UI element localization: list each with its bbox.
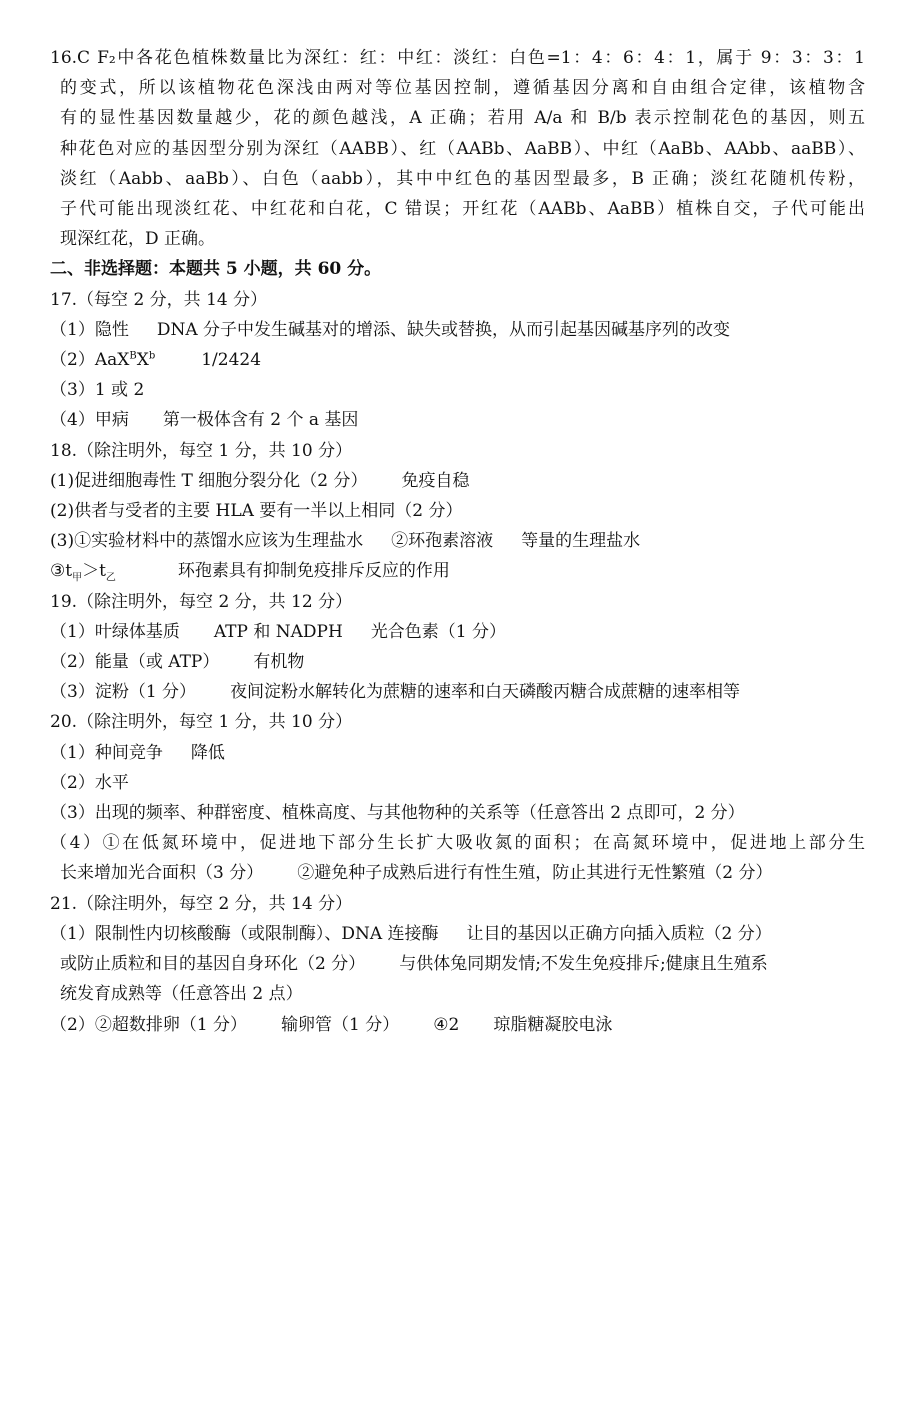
comparison-mid: ＞t (82, 561, 106, 582)
answer-text: 有机物 (253, 652, 305, 673)
answer-text: 甲病 (94, 410, 129, 431)
comparison-sub: 甲 (72, 572, 83, 584)
comparison-pre: ③t (50, 561, 73, 582)
answer-text: 限制性内切核酸酶（或限制酶）、DNA 连接酶 (94, 923, 439, 944)
answer-text: 隐性 (94, 319, 129, 340)
q18-answer-1 (50, 466, 865, 496)
q19-answer-2 (50, 647, 865, 677)
q17-header: 17.（每空 2 分，共 14 分） (50, 289, 268, 310)
answer-number: （4） (50, 833, 103, 854)
answer-text: 叶绿体基质 (94, 621, 180, 642)
answer-text: 输卵管（1 分） (281, 1014, 400, 1035)
q21-answer-2 (50, 1010, 865, 1040)
q21-answer-1 (50, 919, 865, 949)
q17-block (50, 285, 865, 436)
answer-number: （2） (50, 350, 95, 371)
answer-text: 长来增加光合面积（3 分） (60, 863, 264, 884)
genotype-text (95, 350, 155, 370)
q17-answer-2 (50, 345, 865, 375)
answer-number: （1） (50, 621, 95, 642)
q17-answer-4 (50, 405, 865, 435)
answer-text: 夜间淀粉水解转化为蔗糖的速率和白天磷酸丙糖合成蔗糖的速率相等 (230, 682, 741, 703)
answer-number: （2） (50, 652, 95, 673)
answer-text: ②环孢素溶液 (391, 531, 494, 552)
answer-number: （3） (50, 682, 95, 703)
answer-text: 1 或 2 (94, 380, 145, 401)
q16-line-4: 种花色对应的基因型分别为深红（AABB）、红（AABb、AaBB）、中红（AaBb、AAbb、aaBB）、 (60, 138, 865, 159)
genotype-sup: b (148, 350, 156, 362)
q20-answer-3 (50, 798, 865, 828)
answer-text: 淀粉（1 分） (94, 682, 197, 703)
answer-number: （2） (50, 1014, 95, 1035)
answer-text: 环孢素具有抑制免疫排斥反应的作用 (177, 561, 450, 582)
answer-number: （4） (50, 410, 95, 431)
answer-text: 或防止质粒和目的基因自身环化（2 分） (60, 954, 366, 975)
answer-number: (1) (50, 470, 75, 491)
q18-answer-2 (50, 496, 865, 526)
answer-number: （1） (50, 742, 95, 763)
q21-header: 21.（除注明外，每空 2 分，共 14 分） (50, 893, 353, 914)
q20-answer-4-cont (50, 858, 865, 888)
answer-text: 促进细胞毒性 T 细胞分裂分化（2 分） (74, 470, 368, 491)
answer-text: 琼脂糖凝胶电泳 (493, 1014, 613, 1035)
answer-number: （1） (50, 319, 95, 340)
answer-text: 供者与受者的主要 HLA 要有一半以上相同（2 分） (74, 501, 463, 522)
q20-header: 20.（除注明外，每空 1 分，共 10 分） (50, 712, 353, 733)
genotype-base: AaX (94, 350, 130, 371)
answer-text: 出现的频率、种群密度、植株高度、与其他物种的关系等（任意答出 2 点即可，2 分） (94, 803, 745, 824)
answer-number: （3） (50, 803, 95, 824)
comparison-text (50, 561, 116, 584)
answer-text: ④2 (433, 1014, 460, 1035)
q16-line-3: 有的显性基因数量越少，花的颜色越浅，A 正确；若用 A/a 和 B/b 表示控制花色的基因，则五 (60, 108, 865, 129)
answer-text: ①在低氮环境中，促进地下部分生长扩大吸收氮的面积；在高氮环境中，促进地上部分生 (102, 833, 866, 854)
answer-number: （2） (50, 772, 95, 793)
answer-document (50, 43, 865, 1040)
q21-block (50, 889, 865, 1040)
answer-number: （1） (50, 923, 95, 944)
q16-line-5: 淡红（Aabb、aaBb）、白色（aabb），其中中红色的基因型最多，B 正确；淡红花随机传粉， (60, 168, 865, 189)
q17-answer-1 (50, 315, 865, 345)
genotype-sup: B (129, 350, 137, 362)
answer-text: 光合色素（1 分） (370, 621, 507, 642)
q16-line-1: 16.C F₂中各花色植株数量比为深红：红：中红：淡红：白色=1：4：6：4：1，属于 9：3：3：1 (50, 48, 865, 68)
q20-answer-2 (50, 768, 865, 798)
answer-text: 免疫自稳 (401, 470, 470, 491)
q17-answer-3 (50, 375, 865, 405)
q18-block (50, 436, 865, 587)
answer-text: 与供体兔同期发情;不发生免疫排斥;健康且生殖系 (399, 954, 768, 975)
q19-header: 19.（除注明外，每空 2 分，共 12 分） (50, 591, 353, 612)
q20-answer-1 (50, 738, 865, 768)
q16-line-2: 的变式，所以该植物花色深浅由两对等位基因控制，遵循基因分离和自由组合定律，该植物含 (60, 78, 865, 99)
answer-text: ATP 和 NADPH (213, 621, 343, 642)
answer-text: 能量（或 ATP） (94, 652, 220, 673)
answer-text: 等量的生理盐水 (521, 531, 641, 552)
answer-text: 1/2424 (201, 350, 262, 371)
q16-line-7: 现深红花，D 正确。 (60, 229, 216, 250)
q19-block (50, 587, 865, 708)
answer-text: 第一极体含有 2 个 a 基因 (162, 410, 359, 431)
answer-text: 让目的基因以正确方向插入质粒（2 分） (466, 923, 772, 944)
section-heading: 二、非选择题：本题共 5 小题，共 60 分。 (50, 259, 382, 280)
answer-text: DNA 分子中发生碱基对的增添、缺失或替换，从而引起基因碱基序列的改变 (156, 319, 731, 340)
q21-answer-1-cont (50, 949, 865, 979)
q20-answer-4 (50, 828, 865, 858)
answer-number: (2) (50, 501, 75, 522)
answer-text: ②超数排卵（1 分） (94, 1014, 248, 1035)
answer-text: 水平 (94, 772, 129, 793)
answer-text: 种间竞争 (94, 742, 163, 763)
answer-text: ②避免种子成熟后进行有性生殖，防止其进行无性繁殖（2 分） (297, 863, 773, 884)
answer-number: （3） (50, 380, 95, 401)
answer-text: 降低 (190, 742, 225, 763)
q18-answer-3b (50, 556, 865, 586)
q21-answer-1-cont2: 统发育成熟等（任意答出 2 点） (60, 984, 303, 1005)
q20-block (50, 707, 865, 888)
q18-answer-3 (50, 526, 865, 556)
q16-line-6: 子代可能出现淡红花、中红花和白花，C 错误；开红花（AABb、AaBB）植株自交，子代可能出 (60, 199, 865, 220)
q18-header: 18.（除注明外，每空 1 分，共 10 分） (50, 440, 353, 461)
q19-answer-3 (50, 677, 865, 707)
answer-number: (3) (50, 531, 75, 552)
comparison-sub: 乙 (105, 572, 116, 584)
answer-text: ①实验材料中的蒸馏水应该为生理盐水 (74, 531, 364, 552)
genotype-mid: X (136, 350, 149, 371)
q16-explanation (50, 43, 865, 254)
q19-answer-1 (50, 617, 865, 647)
